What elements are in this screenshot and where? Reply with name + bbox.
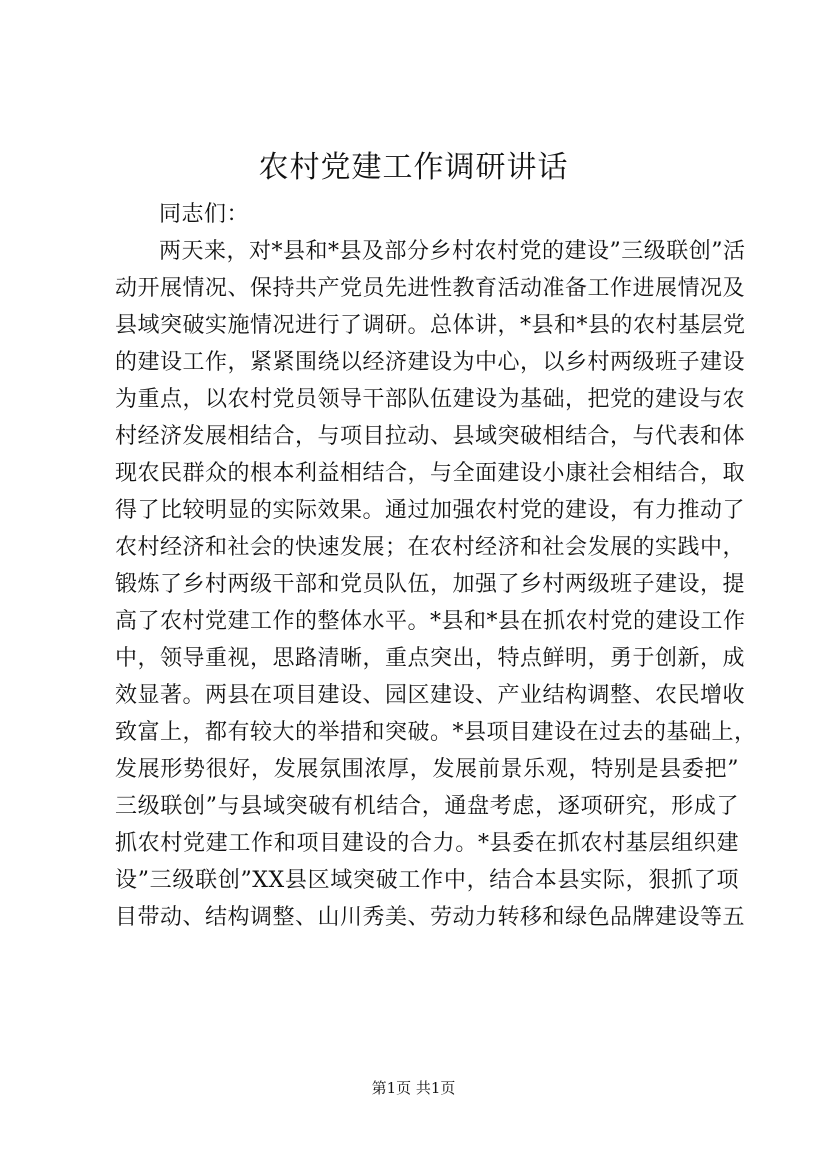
paragraph-line: 农村经济和社会的快速发展；在农村经济和社会发展的实践中， <box>115 535 746 560</box>
paragraph-line: 动开展情况、保持共产党员先进性教育活动准备工作进展情况及 <box>115 276 746 301</box>
paragraph-line: 设”三级联创”XX县区域突破工作中，结合本县实际，狠抓了项 <box>115 868 739 893</box>
page-footer: 第1页 共1页 <box>371 1079 456 1097</box>
paragraph-line: 效显著。两县在项目建设、园区建设、产业结构调整、农民增收 <box>115 683 746 708</box>
paragraph-line: 得了比较明显的实际效果。通过加强农村党的建设，有力推动了 <box>115 498 746 523</box>
paragraph-line: 的建设工作，紧紧围绕以经济建设为中心，以乡村两级班子建设 <box>115 350 746 375</box>
document-body <box>115 196 757 936</box>
paragraph-line: 三级联创”与县域突破有机结合，通盘考虑，逐项研究，形成了 <box>115 794 739 819</box>
paragraph-line: 锻炼了乡村两级干部和党员队伍，加强了乡村两级班子建设，提 <box>115 572 746 597</box>
paragraph-line: 为重点，以农村党员领导干部队伍建设为基础，把党的建设与农 <box>115 387 746 412</box>
paragraph-line: 高了农村党建工作的整体水平。*县和*县在抓农村党的建设工作 <box>115 609 746 634</box>
paragraph-line: 抓农村党建工作和项目建设的合力。*县委在抓农村基层组织建 <box>115 831 739 856</box>
paragraph-line: 村经济发展相结合，与项目拉动、县域突破相结合，与代表和体 <box>115 424 746 449</box>
paragraph-line: 现农民群众的根本利益相结合，与全面建设小康社会相结合，取 <box>115 461 746 486</box>
paragraph-line: 目带动、结构调整、山川秀美、劳动力转移和绿色品牌建设等五 <box>115 905 746 930</box>
paragraph-line: 致富上，都有较大的举措和突破。*县项目建设在过去的基础上， <box>115 720 757 745</box>
salutation: 同志们： <box>159 202 250 227</box>
paragraph-line: 中，领导重视，思路清晰，重点突出，特点鲜明，勇于创新，成 <box>115 646 746 671</box>
paragraph-line: 县域突破实施情况进行了调研。总体讲，*县和*县的农村基层党 <box>115 313 746 338</box>
paragraph-line: 发展形势很好，发展氛围浓厚，发展前景乐观，特别是县委把” <box>115 757 739 782</box>
document-title: 农村党建工作调研讲话 <box>258 150 569 185</box>
paragraph-line: 两天来，对*县和*县及部分乡村农村党的建设”三级联创”活 <box>159 239 746 264</box>
